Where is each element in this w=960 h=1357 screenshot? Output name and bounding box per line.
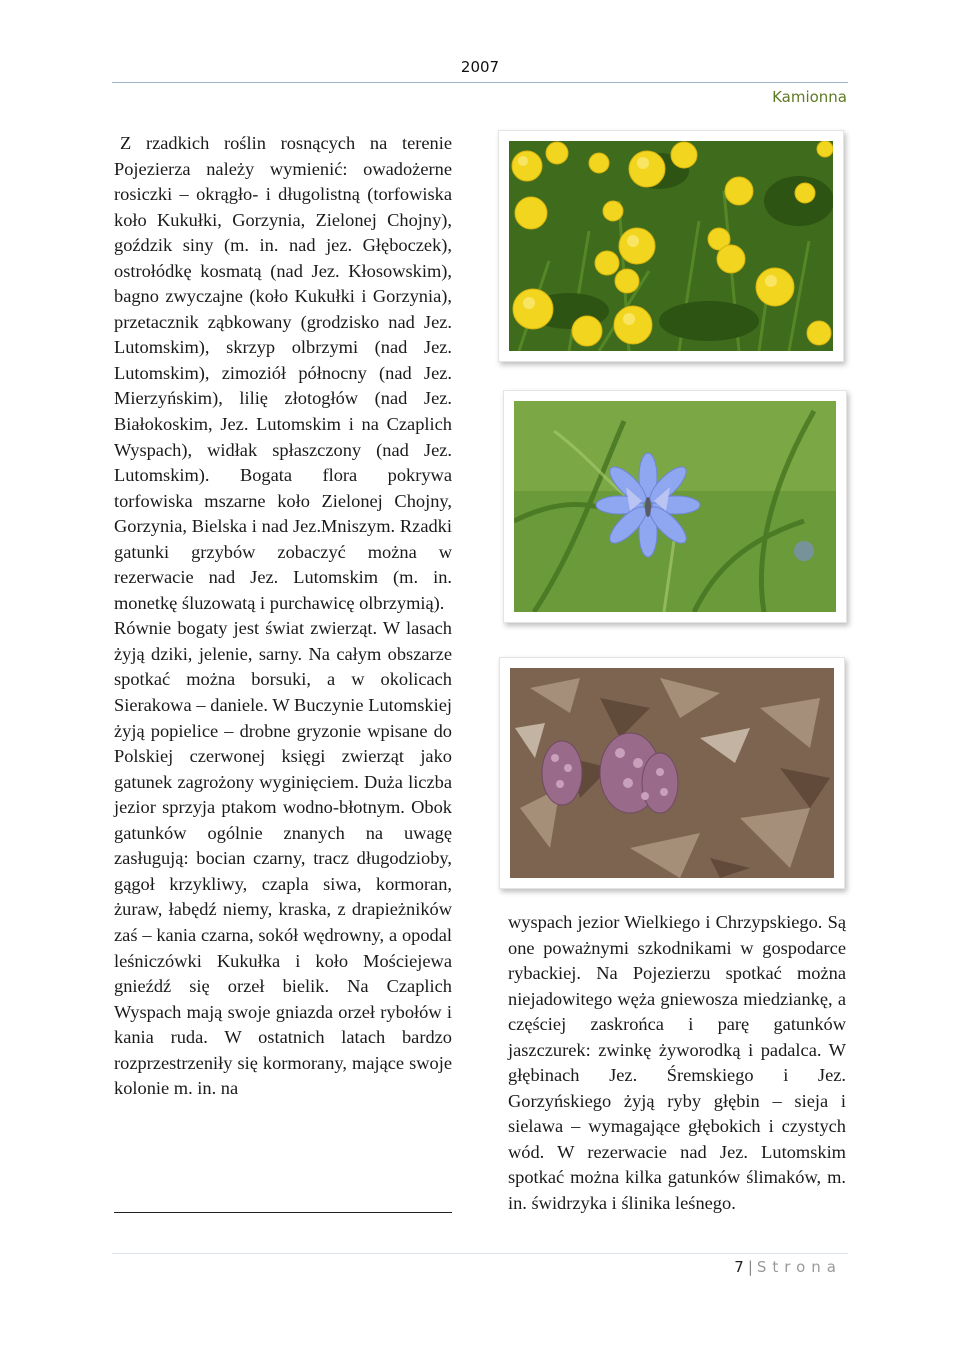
purple-plant-image: [510, 668, 834, 878]
photo-yellow-flowers: [498, 130, 844, 362]
header-divider: [112, 82, 848, 83]
right-text-column: [508, 910, 846, 1217]
page-number: 7: [734, 1258, 744, 1276]
paragraph-continued: wyspach jezior Wielkiego i Chrzypskiego. Są one poważnymi szkodnikami w gospodarce rybackiej. Na Pojezierzu spotkać można niejadowitego węża gniewosza miedziankę, a częściej zaskrońca i parę gatunków jaszczurek: zwinkę żyworodką i padalca. W głębinach Jez. Śremskiego i Jez. Gorzyńskiego żyją ryby głębin – sieja i sielawa – wymagające głębokich i czystych wód. W rezerwacie nad Jez. Lutomskim spotkać można kilka gatunków ślimaków, m. in. świdrzyka i ślinika leśnego.: [508, 912, 846, 1214]
page-word: Strona: [756, 1258, 842, 1276]
left-text-column: [114, 131, 452, 1102]
paragraph-fauna: Równie bogaty jest świat zwierząt. W lasach żyją dziki, jelenie, sarny. Na całym obszarze spotkać można borsuki, a w okolicach Sierakowa – daniele. W Buczynie Lutomskiej żyją popielice – drobne gryzonie wpisane do Polskiej czerwonej księgi zwierząt jako gatunek zagrożony wyginięciem. Duża liczba jezior sprzyja ptakom wodno-błotnym. Obok gatunków ogólnie znanych na uwagę zasługują: bocian czarny, tracz długodzioby, gągoł krzykliwy, czapla siwa, kormoran, żuraw, łabędź niemy, kraska, z drapieżników zaś – kania czarna, sokół wędrowny, a opodal leśniczówki Kukułka i koło Mościejewa gnieźdź się orzeł bielik. Na Czaplich Wyspach mają swoje gniazda orzeł rybołów i kania ruda. W ostatnich latach bardzo rozprzestrzeniły się kormorany, mające swoje kolonie m. in. na: [114, 618, 452, 1099]
header-year: 2007: [460, 58, 500, 76]
footer-separator: |: [747, 1258, 753, 1276]
chicory-butterfly-image: [514, 401, 836, 612]
page-footer: [734, 1258, 842, 1276]
paragraph-flora: Z rzadkich roślin rosnących na terenie Pojezierza należy wymienić: owadożerne rosiczki – okrągło- i długolistną (torfowiska koło Kukułki, Gorzynia, Zielonej Chojny), goździk siny (m. in. nad jez. Głęboczek), ostrołódkę kosmatą (nad Jez. Kłosowskim), bagno zwyczajne (koło Kukułki i Gorzynia), przetacznik ząbkowany (grodzisko nad Jez. Lutomskim), skrzyp olbrzymi (nad Jez. Lutomskim), zimoziół północny (nad Jez. Mierzyńskim), lilię złotogłów (nad Jez. Białokoskim, Jez. Lutomskim i na Czaplich Wyspach), widłak spłaszczony (nad Jez. Lutomskim). Bogata flora pokrywa torfowiska mszarne koło Zielonej Chojny, Gorzynia, Bielska i nad Jez.Mniszym. Rzadki gatunki grzybów zobaczyć można w rezerwacie nad Jez. Lutomskim (m. in. monetkę śluzowatą i purchawicę olbrzymią).: [114, 133, 452, 613]
photo-chicory-butterfly: [503, 390, 847, 623]
header-section-title: Kamionna: [772, 88, 847, 106]
footer-divider: [112, 1253, 848, 1254]
photo-purple-plant: [499, 657, 845, 889]
yellow-flowers-image: [509, 141, 833, 351]
footnote-divider: [114, 1212, 452, 1213]
